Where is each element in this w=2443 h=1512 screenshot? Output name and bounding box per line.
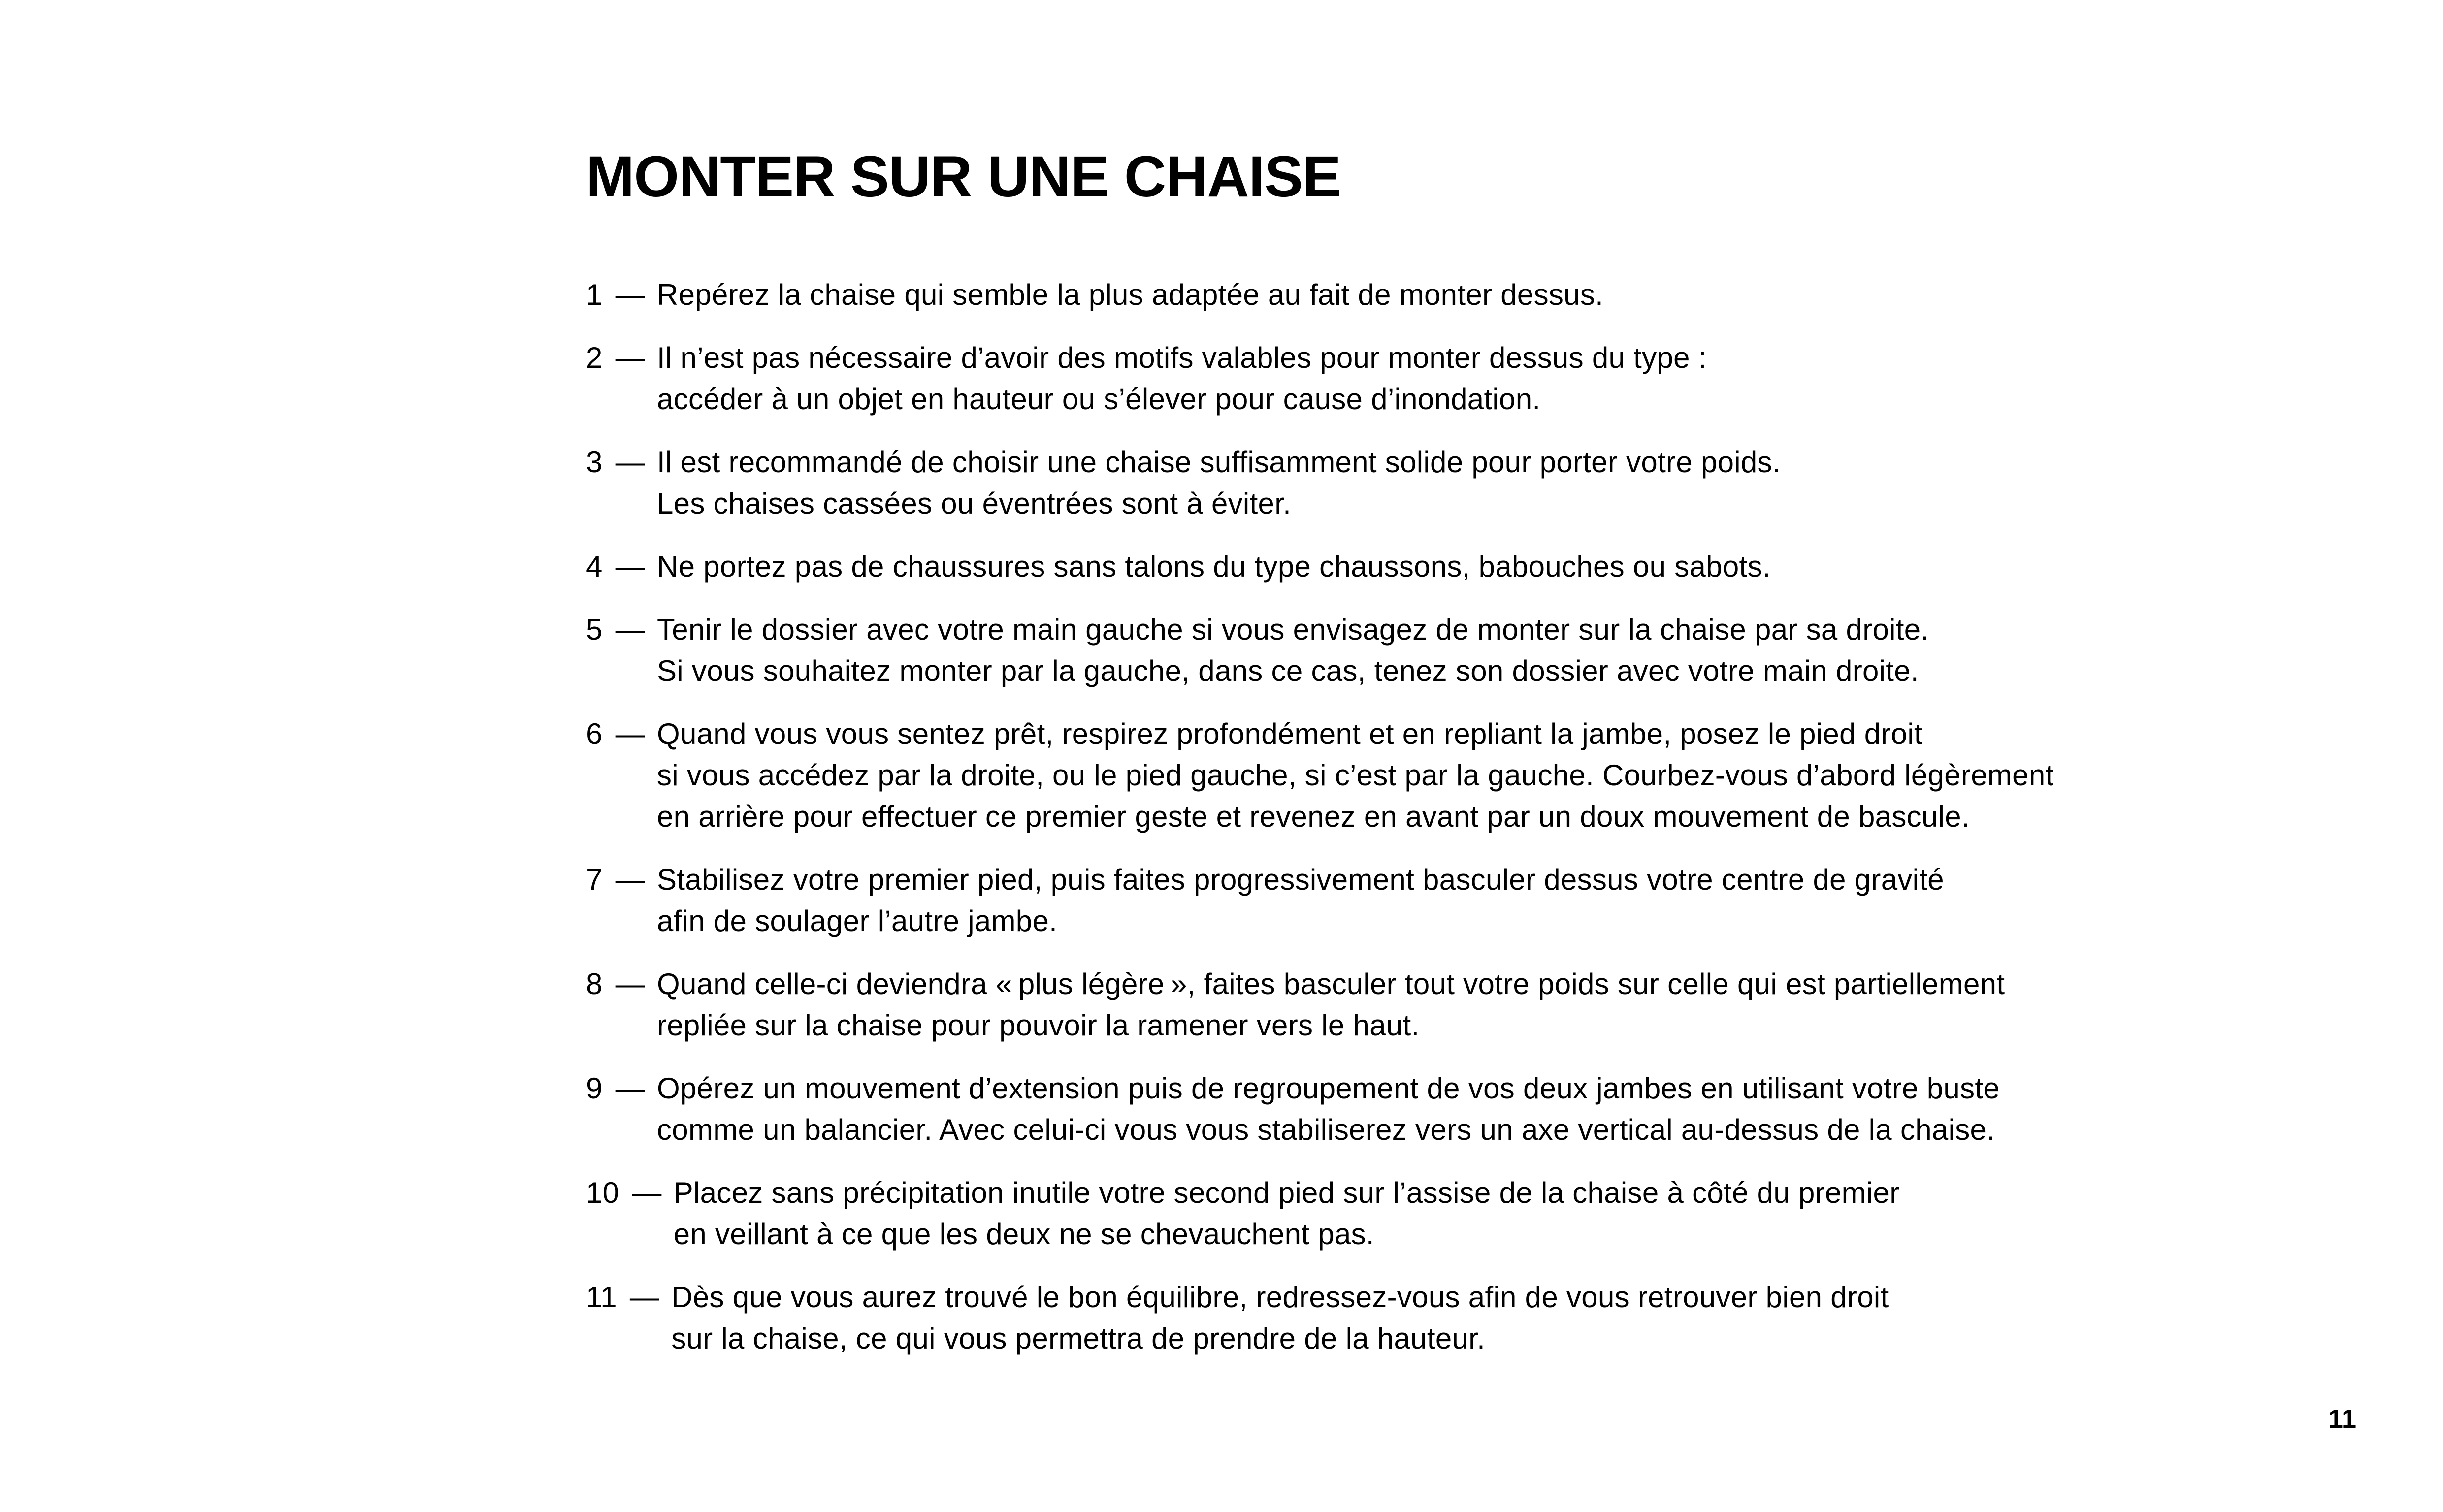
step-text-line: Si vous souhaitez monter par la gauche, dans ce cas, tenez son dossier avec votre main droite. [656,654,1919,687]
step-dash: — [632,1176,662,1209]
step-dash: — [615,863,645,896]
step-number: 10 [586,1176,619,1209]
list-item [586,274,2053,316]
instruction-list [586,274,2053,1359]
step-number: 1 [586,278,603,311]
step-number: 5 [586,613,603,646]
step-text-line: Ne portez pas de chaussures sans talons du type chaussons, babouches ou sabots. [656,550,1771,583]
list-item [586,337,2053,420]
list-item [586,859,2053,942]
step-text-line: Quand vous vous sentez prêt, respirez profondément et en repliant la jambe, posez le pied droit [656,717,1922,750]
step-text-line: Placez sans précipitation inutile votre second pied sur l’assise de la chaise à côté du premier [673,1176,1900,1209]
list-item [586,442,2053,524]
step-text [657,274,1603,316]
step-text-line: si vous accédez par la droite, ou le pied gauche, si c’est par la gauche. Courbez-vous d’abord légèrement [656,759,2054,792]
list-item [586,713,2053,837]
step-number: 9 [586,1072,603,1105]
step-dash: — [615,278,645,311]
step-text [657,546,1771,587]
page-title: MONTER SUR UNE CHAISE [586,144,1341,209]
step-text [657,1068,2000,1151]
step-text [657,713,2053,837]
step-text [657,609,1929,692]
list-item [586,546,2053,587]
step-text-line: en veillant à ce que les deux ne se chevauchent pas. [673,1218,1374,1251]
step-dash: — [615,341,645,374]
step-dash: — [615,717,645,750]
step-text-line: Repérez la chaise qui semble la plus adaptée au fait de monter dessus. [656,278,1604,311]
step-text-line: Il est recommandé de choisir une chaise suffisamment solide pour porter votre poids. [656,446,1781,479]
step-text-line: Opérez un mouvement d’extension puis de regroupement de vos deux jambes en utilisant votre buste [656,1072,2000,1105]
list-item [586,609,2053,692]
step-text-line: afin de soulager l’autre jambe. [656,904,1058,937]
step-number: 2 [586,341,603,374]
step-number: 7 [586,863,603,896]
step-text [657,859,1944,942]
step-text [657,964,2005,1046]
list-item [586,1068,2053,1151]
step-text-line: comme un balancier. Avec celui-ci vous vous stabiliserez vers un axe vertical au-dessus de la chaise. [656,1113,1995,1146]
list-item [586,1172,2053,1255]
step-text-line: sur la chaise, ce qui vous permettra de prendre de la hauteur. [671,1322,1486,1355]
step-text-line: Dès que vous aurez trouvé le bon équilibre, redressez-vous afin de vous retrouver bien droit [671,1281,1889,1314]
step-text-line: Les chaises cassées ou éventrées sont à éviter. [656,487,1292,520]
step-number: 11 [586,1281,617,1314]
step-number: 3 [586,446,603,479]
step-number: 4 [586,550,603,583]
step-dash: — [615,967,645,1000]
step-text-line: Quand celle-ci deviendra « plus légère », faites basculer tout votre poids sur celle qui est partiellement [656,967,2005,1000]
step-text [674,1172,1900,1255]
step-text [657,442,1781,524]
step-dash: — [615,550,645,583]
step-number: 8 [586,967,603,1000]
page-number: 11 [2328,1404,2356,1434]
step-text-line: Tenir le dossier avec votre main gauche si vous envisagez de monter sur la chaise par sa droite. [656,613,1929,646]
step-text [671,1277,1889,1359]
list-item [586,1277,2053,1359]
step-dash: — [629,1281,660,1314]
step-text-line: accéder à un objet en hauteur ou s’élever pour cause d’inondation. [656,383,1541,416]
step-dash: — [615,1072,645,1105]
step-text-line: repliée sur la chaise pour pouvoir la ramener vers le haut. [656,1009,1420,1042]
step-text [657,337,1707,420]
step-text-line: Il n’est pas nécessaire d’avoir des motifs valables pour monter dessus du type : [656,341,1707,374]
step-dash: — [615,446,645,479]
list-item [586,964,2053,1046]
step-dash: — [615,613,645,646]
step-text-line: en arrière pour effectuer ce premier geste et revenez en avant par un doux mouvement de bascule. [656,800,1970,833]
step-number: 6 [586,717,603,750]
step-text-line: Stabilisez votre premier pied, puis faites progressivement basculer dessus votre centre de gravité [656,863,1944,896]
